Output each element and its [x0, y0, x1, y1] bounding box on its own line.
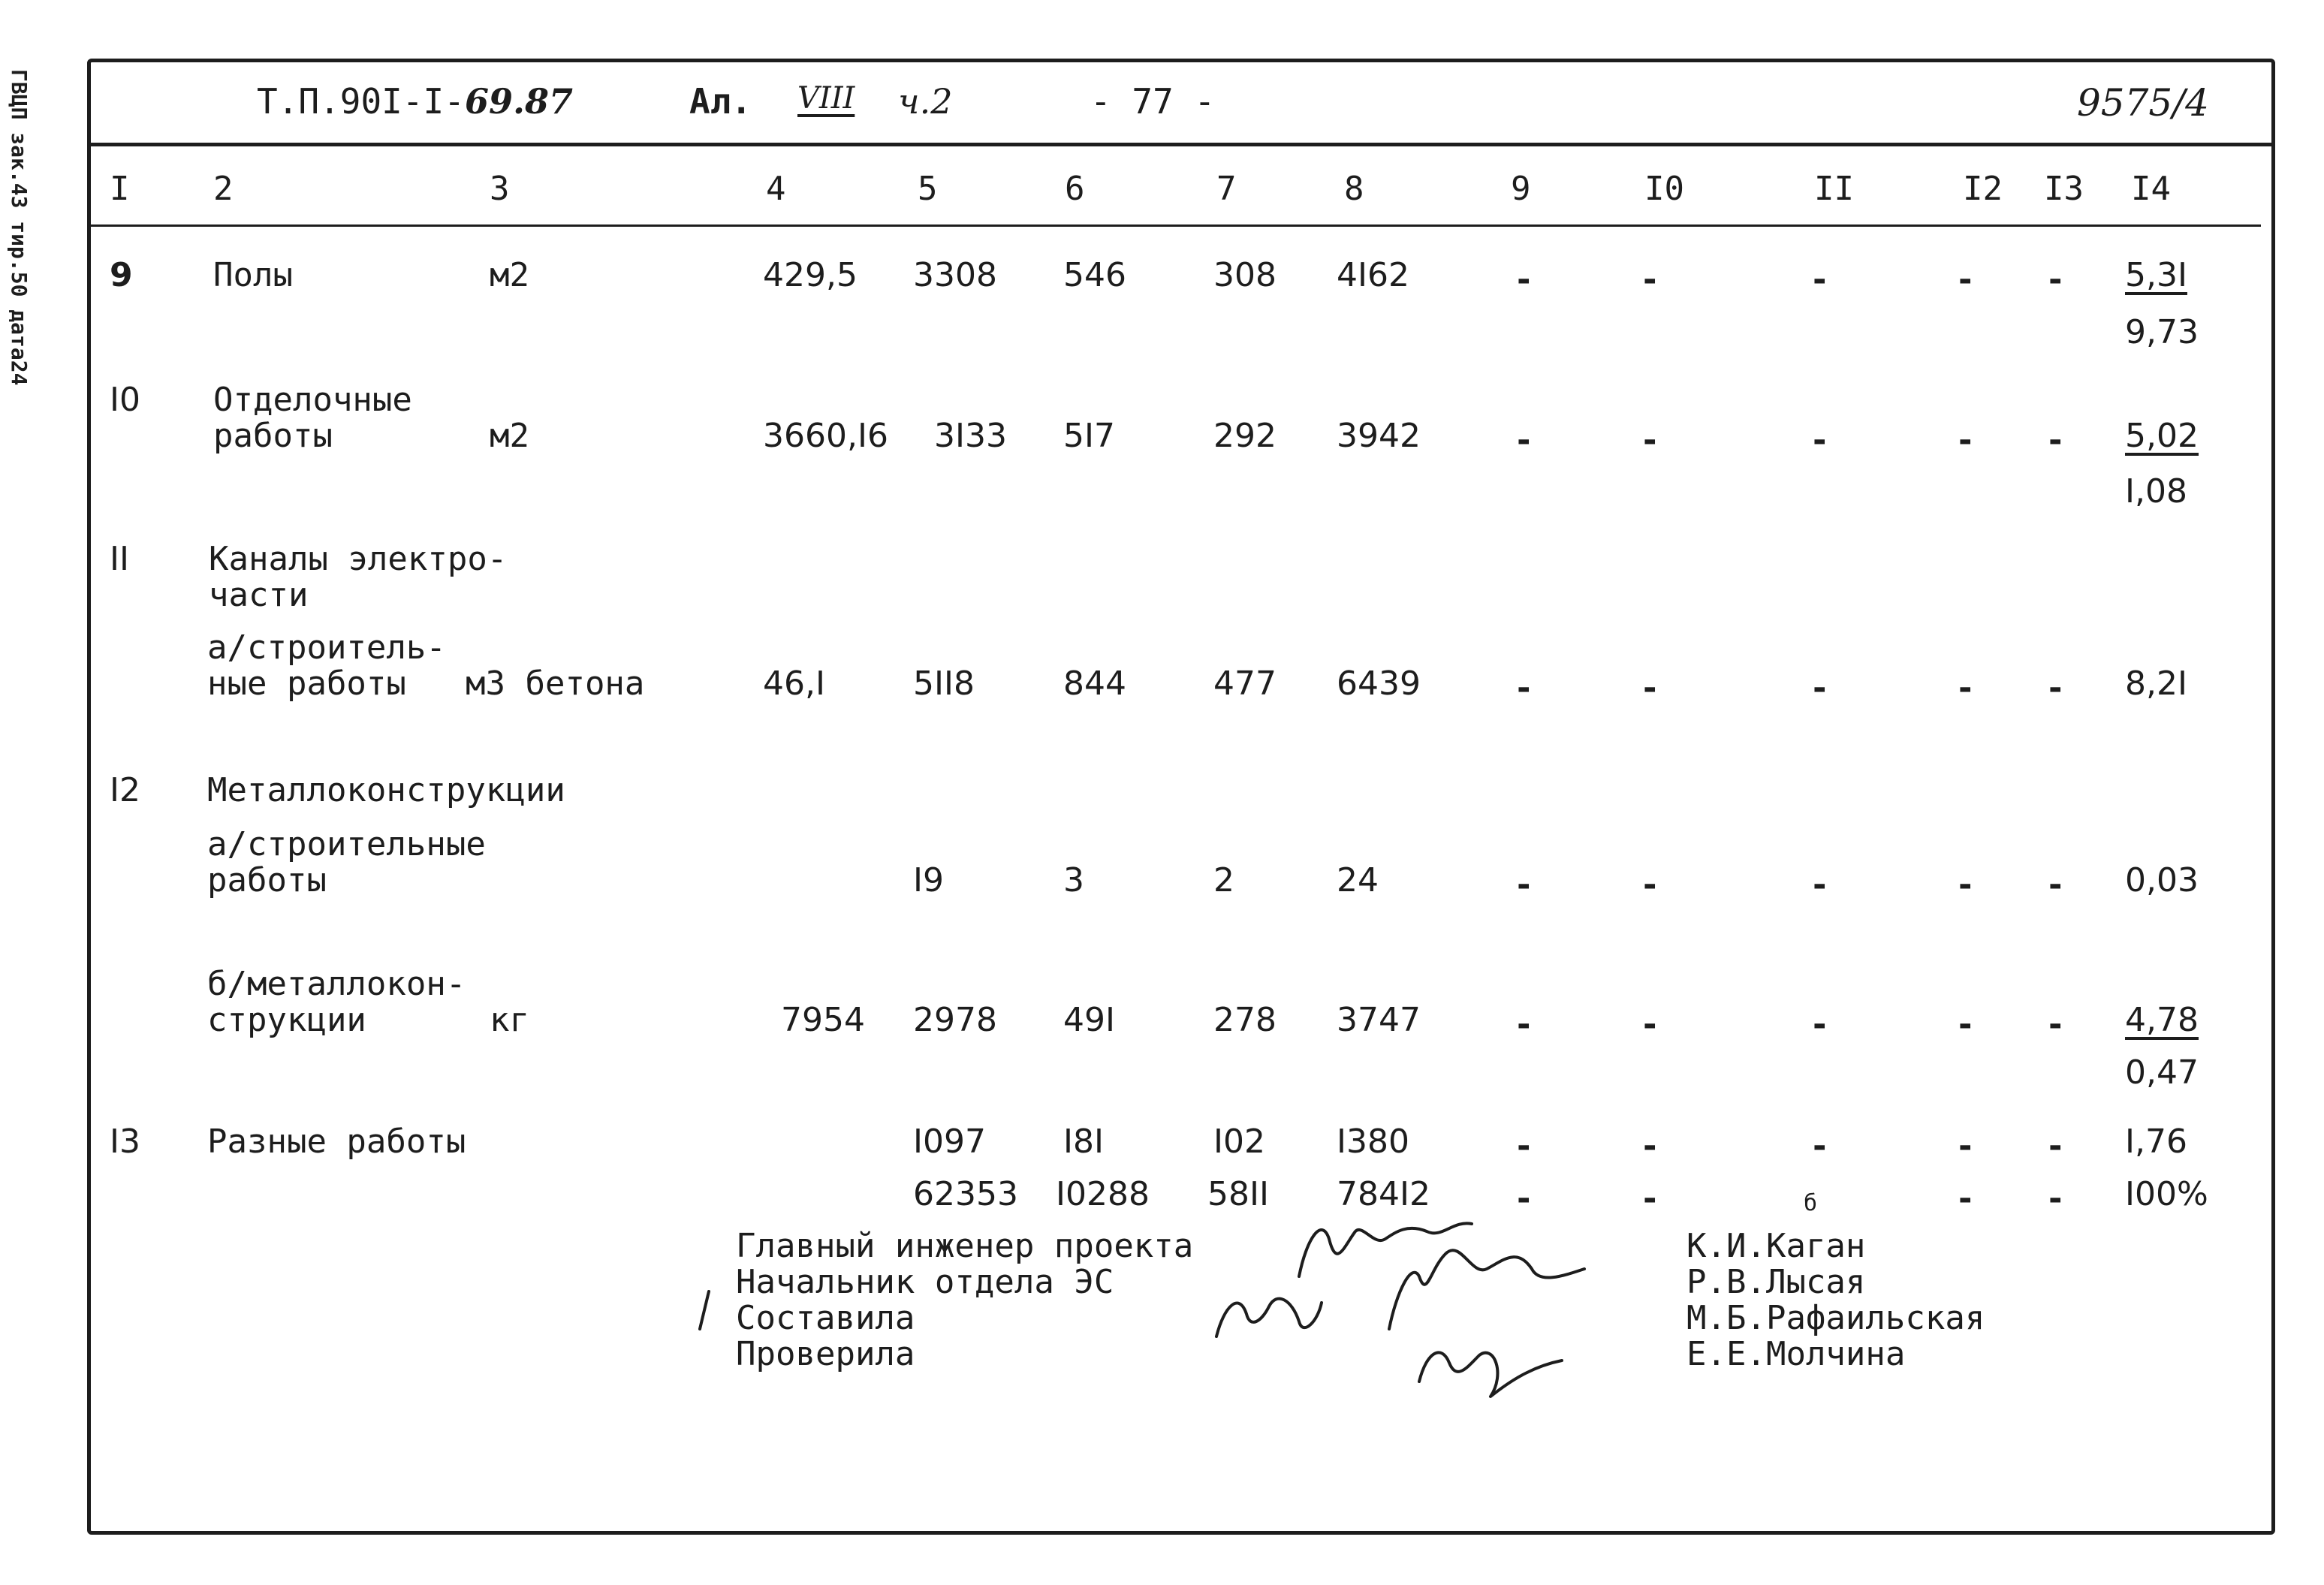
cell-col6: I8I: [1063, 1122, 1104, 1161]
cell-col5: I097: [913, 1122, 986, 1161]
dash: -: [1955, 1180, 1976, 1218]
total-col7: 58II: [1207, 1175, 1269, 1213]
cell-col7: 308: [1213, 256, 1277, 294]
dash: -: [1640, 421, 1660, 460]
album-label: Ал.: [689, 81, 752, 122]
column-header-9: 9: [1511, 170, 1531, 208]
role-checker: Проверила: [736, 1335, 915, 1373]
name-lysaya: Р.В.Лысая: [1686, 1263, 1866, 1301]
cell-col8: I380: [1337, 1122, 1409, 1161]
row-name: Полы: [213, 256, 293, 294]
row-unit: м2: [490, 256, 529, 294]
signature-rafailskaya: [1389, 1250, 1584, 1329]
column-header-3: 3: [490, 170, 510, 208]
dash: -: [1810, 866, 1830, 904]
row-name: Металлоконструкции: [207, 771, 565, 809]
cell-col14-top: 5,3I: [2125, 256, 2187, 294]
dash: -: [1514, 1180, 1534, 1218]
total-col5: 62353: [913, 1175, 1018, 1213]
cell-col14: 8,2I: [2125, 664, 2187, 703]
column-header-2: 2: [213, 170, 234, 208]
row-number: I2: [110, 771, 140, 809]
cell-col5: 3I33: [934, 417, 1007, 455]
dash: -: [2045, 1180, 2066, 1218]
cell-col7: I02: [1213, 1122, 1265, 1161]
row-number: 9: [110, 256, 133, 294]
cell-col6: 844: [1063, 664, 1126, 703]
dash: -: [2045, 866, 2066, 904]
dash: -: [1514, 261, 1534, 299]
dash: -: [1955, 421, 1976, 460]
role-compiler: Составила: [736, 1299, 915, 1337]
cell-col6: 546: [1063, 256, 1126, 294]
cell-col14-bottom: I,08: [2125, 472, 2187, 511]
cell-col8: 24: [1337, 861, 1379, 899]
cell-col14: I,76: [2125, 1122, 2187, 1161]
cell-col14-bottom: 9,73: [2125, 313, 2199, 351]
project-code-prefix: Т.П.90I-I-: [257, 81, 465, 122]
dash: -: [1955, 261, 1976, 299]
dash: -: [1810, 1127, 1830, 1165]
cell-col4: 46,I: [763, 664, 825, 703]
dash: -: [2045, 261, 2066, 299]
cell-col14-bottom: 0,47: [2125, 1053, 2199, 1092]
album-number: VIII: [797, 81, 855, 116]
cell-col8: 6439: [1337, 664, 1421, 703]
cell-col4: 429,5: [763, 256, 858, 294]
dash: -: [2045, 1127, 2066, 1165]
row-name-line1: Каналы электро-: [209, 540, 508, 578]
row-number: II: [110, 540, 129, 578]
cell-col14: 0,03: [2125, 861, 2199, 899]
row-sub-b-line2: струкции: [207, 1001, 366, 1039]
column-header-8: 8: [1344, 170, 1364, 208]
cell-col7: 477: [1213, 664, 1277, 703]
dash: -: [1640, 866, 1660, 904]
column-header-14: I4: [2131, 170, 2171, 208]
cell-col6: 49I: [1063, 1001, 1115, 1039]
cell-col5: 2978: [913, 1001, 997, 1039]
total-col11-note: б: [1804, 1190, 1818, 1216]
row-unit: кг: [490, 1001, 529, 1039]
column-header-7: 7: [1216, 170, 1237, 208]
total-col8: 784I2: [1337, 1175, 1430, 1213]
pen-mark: [700, 1291, 709, 1329]
dash: -: [1955, 1005, 1976, 1044]
total-col6: I0288: [1056, 1175, 1150, 1213]
role-department-head: Начальник отдела ЭС: [736, 1263, 1114, 1301]
cell-col14-top: 5,02: [2125, 417, 2199, 455]
dash: -: [1514, 1005, 1534, 1044]
dash: -: [1955, 866, 1976, 904]
cell-col7: 2: [1213, 861, 1234, 899]
column-header-10: I0: [1644, 170, 1684, 208]
column-header-11: II: [1814, 170, 1854, 208]
dash: -: [1810, 669, 1830, 707]
name-kagan: К.И.Каган: [1686, 1227, 1866, 1265]
column-header-13: I3: [2044, 170, 2084, 208]
name-molchina: Е.Е.Молчина: [1686, 1335, 1906, 1373]
row-sub-line1: а/строитель-: [207, 628, 446, 667]
project-year: 69.87: [464, 81, 573, 122]
cell-col8: 3942: [1337, 417, 1421, 455]
dash: -: [1955, 1127, 1976, 1165]
column-header-12: I2: [1963, 170, 2003, 208]
cell-col7: 278: [1213, 1001, 1277, 1039]
row-name-line2: работы: [213, 417, 333, 455]
page-number: - 77 -: [1090, 81, 1216, 122]
cell-col6: 5I7: [1063, 417, 1115, 455]
cell-col14-top: 4,78: [2125, 1001, 2199, 1039]
dash: -: [1514, 421, 1534, 460]
dash: -: [1640, 261, 1660, 299]
dash: -: [2045, 669, 2066, 707]
row-sub-a-line2: работы: [207, 861, 327, 899]
cell-col6: 3: [1063, 861, 1084, 899]
column-header-4: 4: [766, 170, 786, 208]
dash: -: [1514, 1127, 1534, 1165]
row-number: I0: [110, 381, 140, 419]
name-rafailskaya: М.Б.Рафаильская: [1686, 1299, 1985, 1337]
signature-kagan: [1299, 1223, 1472, 1276]
dash: -: [1514, 669, 1534, 707]
cell-col5: 5II8: [913, 664, 975, 703]
dash: -: [1640, 1005, 1660, 1044]
dash: -: [1810, 421, 1830, 460]
cell-col8: 4I62: [1337, 256, 1409, 294]
dash: -: [2045, 1005, 2066, 1044]
row-sub-a-line1: а/строительные: [207, 825, 486, 863]
column-header-1: I: [110, 170, 130, 208]
part-number: ч.2: [898, 81, 953, 122]
row-number: I3: [110, 1122, 140, 1161]
cell-col5: I9: [913, 861, 944, 899]
row-name-line1: Отделочные: [213, 381, 412, 419]
row-name: Разные работы: [207, 1122, 466, 1161]
dash: -: [1640, 1180, 1660, 1218]
cell-col8: 3747: [1337, 1001, 1421, 1039]
row-unit: м3 бетона: [466, 664, 645, 703]
row-sub-line2: ные работы: [207, 664, 406, 703]
dash: -: [1640, 1127, 1660, 1165]
dash: -: [1810, 261, 1830, 299]
dash: -: [1810, 1005, 1830, 1044]
cell-col5: 3308: [913, 256, 997, 294]
dash: -: [1955, 669, 1976, 707]
row-sub-b-line1: б/металлокон-: [207, 965, 466, 1003]
cell-col7: 292: [1213, 417, 1277, 455]
column-header-5: 5: [918, 170, 938, 208]
cell-col4: 7954: [781, 1001, 865, 1039]
dash: -: [1640, 669, 1660, 707]
signature-lysaya: [1216, 1299, 1322, 1336]
total-col14: I00%: [2125, 1175, 2208, 1213]
dash: -: [2045, 421, 2066, 460]
row-name-line2: части: [209, 576, 309, 614]
side-stamp-text: ГВЦП зак.43 тир.50 дата24: [7, 69, 32, 386]
column-header-6: 6: [1065, 170, 1085, 208]
document-number: 9575/4: [2077, 81, 2209, 125]
dash: -: [1514, 866, 1534, 904]
cell-col4: 3660,I6: [763, 417, 888, 455]
row-unit: м2: [490, 417, 529, 455]
signature-molchina: [1419, 1352, 1562, 1397]
role-chief-engineer: Главный инженер проекта: [736, 1227, 1194, 1265]
